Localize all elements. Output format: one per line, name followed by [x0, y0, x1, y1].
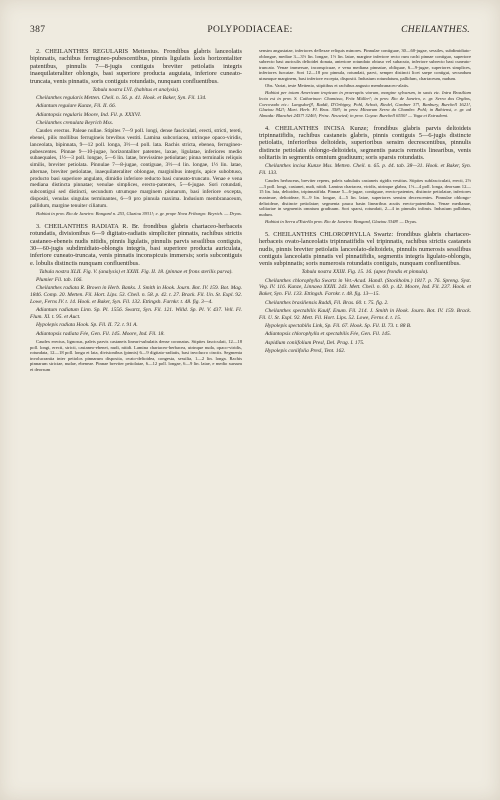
paragraph: Adiantopsis chlorophylla et spectabilis Fée, Gen. Fil. 145. [265, 331, 392, 338]
paragraph: Aspidium coniifolium Presl, Del. Prag. I. 175. [265, 339, 365, 346]
running-head [30, 24, 470, 38]
paragraph: Adiantopsis regularis Moore, Ind. Fil. p. XXXVI. [36, 111, 142, 118]
paragraph: Adiantopsis radiata Fée, Gen. Fil. 145. Moore, Ind. Fil. 18. [36, 330, 165, 337]
paragraph: Habitat per totam Americam tropicam in praeruptis viarum, margine sylvarum, in saxis etc. Intra Brasiliam lecta est in prov. S. Catharinae: Chamisso, Fritz Müller!; in prov. Rio de Janeiro, e. gr. Serra dos Orgãos, Corcovado etc.: Langsdorff!, Raddi, D'Orbigny, Pohl, Schott, Riedel, Gardner 37!, Banbury, Burchell 1621!, Glaziou 942!; Mart. Herb. Fl. Bras. 358!; in prov. Minarum Serra do Chambo: Pohl; in Bahiensi, e. gr. ad Almada: Blanchet 2457! 3246!; Princ. Neuwied; in prov. Goyaz: Burchell 6550! — Vaga et Extrademi. [259, 90, 471, 118]
paragraph: Tabula nostra LVI. (habitus et analysis). [92, 86, 180, 93]
paragraph: Caudex erectus. Paleae nullae. Stipites 7—9 poll. longi, dense fasciculati, erecti, stricti, tereti, ebenei, pilis mollibus ferrugineis brevibus vestiti. Lamina subcoriacea, utrinque opaco-viridis, lanceolata, bipinnata, 9—12 poll. longa, 3½—4 poll. lata. Rachis stricta, ebenea, ferrugineo-pubescentes. Pinnae 9—10-jugae, horizontaliter patentes, laxae, ligulatae, inferiores medio subaequales, 1½—3 poll. longae, 5—6 lin. latae, brevissime petiolatae; pinna terminalis reliquis similis, breviter petiolata. Pinnulae 7—8-jugae, contiguae, 3½—4 lin. longae, 1½ lin. latae, alternae, breviter petiolatae, inaequilateraliter oblongae, marginibus integris, apice subobtuso, producto basi superiore angulato, dimidio inferiore reducto basi cuneato-truncato. Venae e vena mediana distincta pinnatae; venulae simplices, erecto-patentes, 5—6-jugae. Sori rotundati, subcontigui sed distincti, secundum utrumque marginem pinnarum, basi inferiore excepta, dispositi, venulas singulas terminantes, 6—9 pro pinnula maxima. Indusium membranaceum, pallidum, margine tenuiter ciliatum. [30, 128, 242, 209]
paragraph: 2. CHEILANTHES REGULARIS Mettenius. Frondibus glabris lanceolatis bipinnatis, rachibus ferrugineo-pubescentibus, pinnis ligulatis laxis horizontaliter patentibus, pinnulis 7—8-jugis contiguis breviter petiolatis integris inaequilateraliter oblongis, basi superiore producta auguiata, inferiore cuneato-truncata, venis pinnatis, soris contiguis rotundatis, nunquam confluentibus. [30, 48, 242, 85]
paragraph: Habitat in prov. Rio de Janeiro: Bongard n. 253, Glaziou 3931!; e. gr. prope Nova Friburgo: Beyrich. — Dryas. [36, 210, 242, 216]
paragraph: Caudex herbaceus, breviter repens, paleis subulatis castaneis rigidis vestitus. Stipites subfasciculati, erecti, 2½—3 poll. longi, castanei, nudi, nitidi. Lamina chartacea, viridis, utrinque glabra, 1½—4 poll. longa, deorsum 12—15 lin. lata, deltoidea, tripinnatifida. Pinnae 5—6-jugae, contiguae, erecto-patentes, distincte petiolatae, inferiores maximae, deltoideae, 8—9 lin. longae, 4—5 lin. latae, superiores sensim decrescentes. Pinnulae oblongo-deltoideae, distincte petiolatae; segmenta pauca basin linearibus acutis erecto-patentibus. Venae medianae, solitariae in segmentis omnium gradiuum. Sori sparsi, rotundati, 2—4 in pinnulis infimis. Indusium pallidum, nudum. [259, 178, 471, 217]
page-header-title: POLYPODIACEAE: [207, 24, 293, 35]
left-text-column [30, 48, 242, 374]
paragraph: Tabula nostra XLII. Fig. V. (analysis) et XXIII. Fig. II. 18. (pinnae et frons sterilis parva). [39, 268, 233, 275]
paragraph: Plumier Fil. tab. 166. [36, 277, 83, 284]
page-number: 387 [30, 24, 46, 35]
paragraph: Hypolepis coniifolia Presl, Tent. 162. [265, 348, 346, 355]
paragraph: sensim angustatae, inferiores deflexae reliquis minores. Pinnulae contiguae, 30—60-jugae, sessiles, subdimidiato-oblongae, mediae 3—3½ lin. longae, 1½ lin. latae, margine inferiore recto rum rachi pinnae contiguo, superiore subrecto basi auriculis deltoidei donata, anteriore rotundato obtuso vel subacuto, inferiore subrecto basi cuneato-truncato. Venae immersae, inconspicuae, e vena mediana pinnatae, obliquae, 6—9-jugae, superiores simplices, inferiores furcatae. Sori 12—18 pro pinnula, rotundati, parvi, semper distincti licet saepe contigui, secundum utrumque marginem, basi inferiore excepta, dispositi. Indusium rotundatum, pallidum, chartaceum, nudum. [259, 48, 471, 81]
paragraph: 4. CHEILANTHES INCISA Kunze; frondibus glabris parvis deltoideis tripinnatifidis, rachibus castaneis glabris, pinnis contiguis 5—6-jugis distincte petiolatis, inferioribus deltoideis, superioribus sensim decrescentibus, pinnulis distincte petiolatis oblongo-deltoideis, segmentis paucis remotis linearibus, venis solitariis in segmentis omnium gradiuum; soris sparsis rotundatis. [259, 124, 471, 162]
paragraph [259, 226, 471, 229]
paragraph: Adiantum regulare Kunze, Fil. II. 66. [36, 103, 117, 110]
paragraph: 3. CHEILANTHES RADIATA R. Br. frondibus glabris chartaceo-herbaceis rotundatis, divisionibus 6—9 digitato-radiatis simpliciter pinnatis, rachibus strictis castaneo-ebeneis nudis nitidis, pinnis ligulatis, pinnulis parvis sessilibus contiguis, 30—60-jugis subdimidiato-oblongis integris, basi superiore producta auriculata, inferiore cuneato-truncata, venis pinnatis inconspicuis immersis; soris subcontiguis e. lobulis distinctis nunquam confluentibus. [30, 222, 242, 267]
paragraph [259, 120, 471, 123]
paragraph: Obs. Variat, teste Mettenio, stipitibus et rachibus angusto membranaceo-alatis. [265, 83, 410, 89]
paragraph: Tabula nostra XXIII. Fig. 15. 16. (apex frondis et pinnula). [301, 269, 429, 276]
paragraph: Cheilanthes chlorophylla Swartz in Vet.-Acad. Handl. (Stockholm.) 1817. p. 76. Spreng. Syst. Veg. IV. 116. Kunze, Linnaea XXIII. 243. Mett. Cheil. n. 60. p. 42. Moore, Ind. Fil. 237. Hook. et Baker, Syn. Fil. 133. Ettingsh. Farnkr. t. 48. fig. 13—15. [259, 277, 471, 298]
paragraph: Cheilanthes brasiliensis Raddi, Fil. Bras. 60. t. 75. fig. 2. [265, 299, 389, 306]
paragraph: Habitat in Serra d'Estrêla prov. Rio de Janeiro: Bongard, Glaziou 3348! — Dryas. [265, 218, 418, 224]
paragraph: Cheilanthes regularis Metten. Cheil. n. 56. p. 41. Hook. et Baker, Syn. Fil. 134. [36, 94, 207, 101]
paragraph: Hypolepis spectabilis Link, Sp. Fil. 67. Hook. Sp. Fil. II. 73. t. 88 B. [265, 323, 412, 329]
paragraph [30, 218, 242, 221]
page-header-genus: CHEILANTHES. [401, 24, 470, 35]
right-text-column [259, 48, 471, 356]
paragraph: Caudex erectus, lignosus, paleis parvis castaneis lineari-subulatis dense coronatus. Stipites fasciculati, 12—18 poll. longi, erecti, stricti, castaneo-ebenei, nudi, nitidi. Lamina chartaceo-herbacea, utrinque nuda, opaco-viridis, rotundata, 12—18 poll. longa et lata, divisionibus (pinnis) 6—9 digitato-radiatis, basi involucro cinctis. Segmenta involucrantia inter petiolos pinnarum disposita, ovato-deltoidea, congesta, sessilia, 1—2 lin. longa. Rachis pinnarum strictae, nudae, ebeneae. Pinnae breviter petiolatae, 6—12 poll. longae, 6—9 lin. latae, e medio sursum et deorsum [30, 339, 242, 373]
paragraph: Cheilanthes radiata R. Brown in Herb. Banks. J. Smith in Hook. Journ. Bot. IV. 159. Bot. Mag. 1846. Comp. 20. Metten. Fil. Hort. Lips. 53. Cheil. n. 58. p. 42. t. 27. Brack. Fil. Un. St. Expl. 92. Lowe, Ferns IV. t. 14. Hook. et Baker, Syn. Fil. 132. Ettingsh. Farnkr. t. 48. fig. 3—4. [30, 285, 242, 305]
paragraph: Cheilanthes crenulata Beyrich Mss. [36, 120, 114, 126]
paragraph: Cheilanthes spectabilis Kaulf. Enum. Fil. 214. J. Smith in Hook. Journ. Bot. IV. 159. Brack. Fil. U. St. Expl. 92. Mett. Fil. Hort. Lips. 52. Lowe, Ferns 4. t. 15. [259, 307, 471, 321]
paragraph: Adiantum radiatum Linn. Sp. Pl. 1556. Swartz, Syn. Fil. 121. Willd. Sp. Pl. V. 437. Vell. Fl. Flum. XI. t. 95. et Auct. [30, 307, 242, 321]
paragraph: 5. CHEILANTHES CHLOROPHYLLA Swartz: frondibus glabris chartaceo-herbaceis ovato-lanceolatis tripinnatifidis vel tripinnatis, rachibus strictis castaneis nudis, pinnis breviter petiolatis lanceolato-deltoideis, pinnulis numerosis sessilibus contiguis lanceolatis pinnatis vel pinnatifidis, segmentis integris ligulato-oblongis, venis subpinnatis; soris numerosis rotundatis contiguis, nunquam confluentibus. [259, 230, 471, 268]
paragraph: Cheilanthes incisa Kunze Mss. Metten. Cheil. n. 65. p. 44. tab. 38—31. Hook. et Baker, Syn. Fil. 133. [259, 163, 471, 176]
paragraph: Hypolepis radiata Hook. Sp. Fil. II. 72. t. 91 A. [36, 322, 138, 329]
